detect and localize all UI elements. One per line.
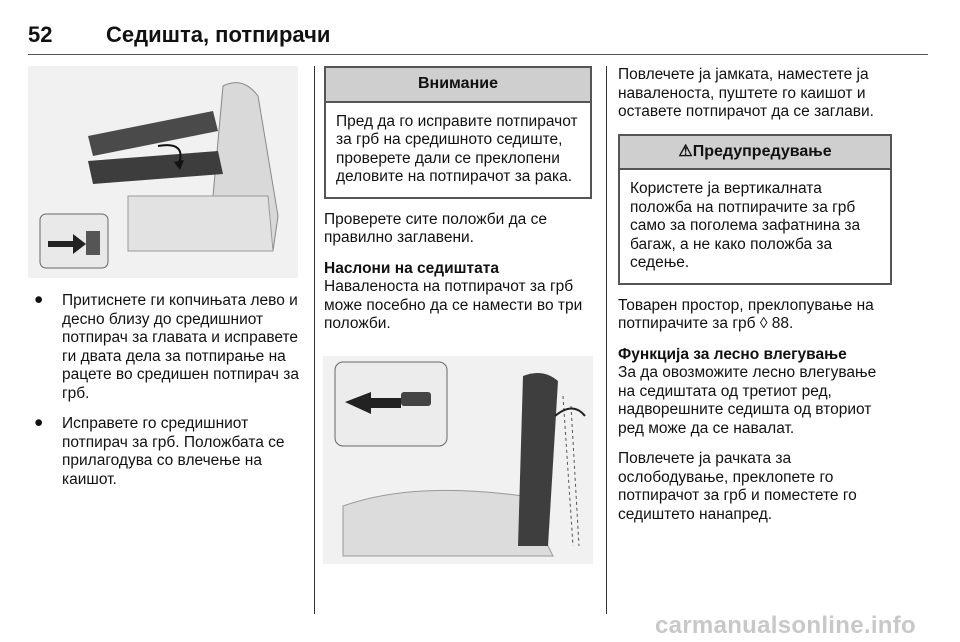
page-header — [28, 22, 330, 48]
warning-title: Предупредување — [692, 142, 832, 160]
page-number: 52 — [28, 22, 53, 47]
column-divider-2 — [606, 66, 607, 614]
easy-entry-heading: Функција за лесно влегување — [618, 345, 847, 363]
warning-header — [620, 136, 890, 171]
recline-heading: Наслони на седиштата — [324, 259, 499, 277]
right-text — [618, 66, 892, 536]
column-divider-1 — [314, 66, 315, 614]
warning-body: Користете ја вертикалната положба на потпирачите за грб само за поголема зафатнина за багаж, а не како положба за седење. — [630, 180, 861, 271]
recline-illustration — [323, 356, 593, 564]
recline-text: Наваленоста на потпирачот за грб може посебно да се намести во три положби. — [324, 278, 583, 332]
cargo-text: Товарен простор, преклопување на потпирачите за грб ◊ 88. — [618, 296, 874, 332]
list-item: ● Исправете го средишниот потпирач за грб. Положбата се прилагодува со влечење на каишот. — [34, 414, 285, 488]
caution-box — [324, 66, 592, 199]
cargo-ref: 88. — [771, 315, 794, 332]
check-text: Проверете сите положби да се правилно заглавени. — [324, 210, 547, 246]
armrest-illustration — [28, 66, 298, 278]
left-text — [28, 292, 300, 501]
caution-title: Внимание — [326, 68, 590, 103]
bullet-icon: ● — [34, 291, 44, 308]
watermark: carmanualsonline.info — [655, 612, 917, 639]
caution-body: Пред да го исправите потпирачот за грб на средишното седиште, проверете дали се преклопени деловите на потпирачот за рака. — [336, 112, 578, 185]
easy-entry-text: За да овозможите лесно влегување на седиштата од третиот ред, надворешните седишта од вториот ред може да се навалат. — [618, 364, 877, 437]
arrow-ref-icon: ◊ — [759, 315, 768, 332]
bullet-icon: ● — [34, 414, 44, 431]
easy-entry-text-2: Повлечете ја рачката за ослободување, преклопете го потпирачот за грб и поместете го седиштето нанапред. — [618, 450, 857, 523]
warning-icon: ⚠ — [678, 142, 693, 160]
header-rule — [28, 54, 928, 55]
intro-text: Повлечете ја јамката, наместете ја наваленоста, пуштете го каишот и оставете потпирачот да се заглави. — [618, 66, 874, 120]
warning-box — [618, 134, 892, 285]
list-item: ● Притиснете ги копчињата лево и десно близу до средишниот потпирач за главата и исправете ги двата дела за потпирање на рацете во средишен потпирач за грб. — [34, 291, 299, 402]
page-title: Седишта, потпирачи — [106, 22, 331, 47]
middle-text — [324, 66, 592, 346]
